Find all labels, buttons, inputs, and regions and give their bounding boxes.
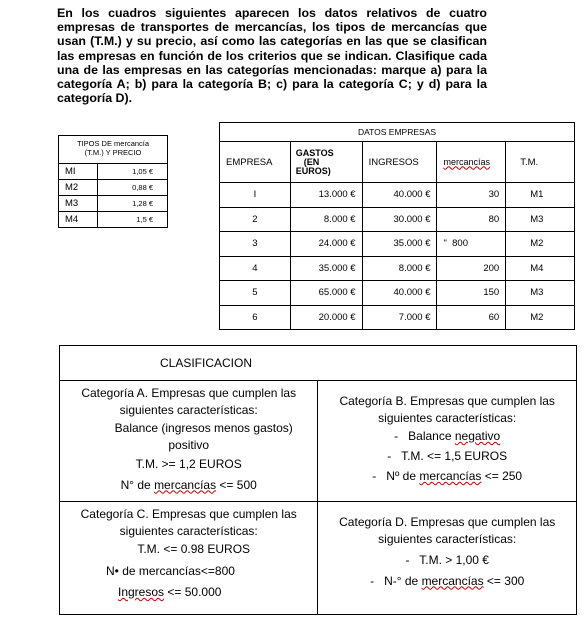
cell-tm: M3: [506, 281, 575, 306]
cell-mercancias: 200: [437, 256, 506, 281]
table-row: [59, 196, 168, 212]
table-row: [59, 180, 168, 196]
category-a-heading: Categoría A. Empresas que cumplen las siguientes características:: [81, 386, 297, 417]
clasificacion-title: CLASIFICACION: [60, 346, 577, 381]
tm-table-header: [59, 136, 168, 164]
col-header-mercancias: [437, 142, 506, 183]
cell-ingresos: 8.000 €: [362, 256, 437, 281]
text-span: <= 50.000: [164, 585, 222, 599]
category-a-line: positivo: [168, 437, 210, 452]
spell-flagged-word: mercancías: [419, 469, 482, 483]
tm-header-line2: (T.M.) Y PRECIO: [84, 148, 142, 157]
cell-mercancias: 150: [437, 281, 506, 306]
cell-empresa: 4: [220, 256, 291, 281]
category-d-line: [318, 573, 576, 590]
clasificacion-table: [59, 345, 577, 615]
text-span: <= 250: [481, 469, 523, 483]
table-row: [220, 256, 575, 281]
text-span: - Nº de: [372, 469, 420, 483]
cell-ingresos: 35.000 €: [362, 232, 437, 257]
spell-flagged-word: mercancías: [154, 477, 217, 492]
category-a-cell: [60, 381, 318, 502]
cell-empresa: 5: [220, 281, 291, 306]
cell-gastos: 20.000 €: [290, 305, 362, 330]
text-span: <= 300: [483, 573, 525, 588]
cell-gastos: 35.000 €: [290, 256, 362, 281]
tm-price: 1,05 €: [98, 164, 168, 180]
category-a-line: [60, 477, 317, 494]
category-d-cell: [318, 502, 577, 615]
cell-gastos: 65.000 €: [290, 281, 362, 306]
category-d-line: - T.M. > 1,00 €: [405, 553, 489, 567]
cell-mercancias: " 800: [437, 232, 506, 257]
cell-gastos: 8.000 €: [290, 207, 362, 232]
category-c-line: T.M. <= 0.98 EUROS: [137, 542, 251, 556]
gastos-line1: GASTOS: [295, 147, 334, 158]
text-span: N° de: [120, 477, 155, 492]
cell-gastos: 13.000 €: [290, 183, 362, 208]
gastos-line2: (EN: [303, 156, 320, 167]
gastos-line3: EUROS): [295, 165, 331, 176]
spell-flagged-word: mercancías: [421, 573, 484, 588]
tm-code: M4: [59, 212, 98, 228]
datos-empresas-table: [219, 122, 575, 330]
tm-price: 1,5 €: [98, 212, 168, 228]
category-c-line: N• de mercancías<=800: [106, 563, 235, 578]
tm-price-table: [58, 135, 168, 228]
category-b-cell: [318, 381, 577, 502]
category-b-line: - T.M. <= 1,5 EUROS: [387, 448, 508, 463]
text-span: - N-° de: [370, 573, 422, 588]
tm-code: M2: [59, 180, 98, 196]
cell-tm: M1: [506, 183, 575, 208]
cell-tm: M2: [506, 232, 575, 257]
col-header-ingresos: INGRESOS: [362, 142, 437, 183]
text-span: <= 500: [216, 477, 257, 492]
tm-code: M3: [59, 196, 98, 212]
category-b-heading: Categoría B. Empresas que cumplen las siguientes características:: [339, 394, 555, 425]
spell-flagged-word: Ingresos: [118, 585, 165, 599]
table-row: [220, 305, 575, 330]
cell-empresa: 2: [220, 207, 291, 232]
cell-mercancias: 30: [437, 183, 506, 208]
tm-price: 0,88 €: [98, 180, 168, 196]
mercancias-label: mercancías: [443, 156, 491, 167]
cell-mercancias: 80: [437, 207, 506, 232]
cell-tm: M2: [506, 305, 575, 330]
col-header-gastos: [290, 142, 362, 183]
tm-price: 1,28 €: [98, 196, 168, 212]
cell-mercancias: 60: [437, 305, 506, 330]
category-c-line: [60, 584, 317, 601]
category-d-heading: Categoría D. Empresas que cumplen las siguientes características:: [339, 515, 556, 546]
cell-tm: M3: [506, 207, 575, 232]
cell-empresa: I: [220, 183, 291, 208]
cell-empresa: 3: [220, 232, 291, 257]
col-header-tm: T.M.: [506, 142, 575, 183]
col-header-empresa: EMPRESA: [220, 142, 291, 183]
table-row: [220, 281, 575, 306]
category-a-line: Balance (ingresos menos gastos): [114, 421, 293, 435]
datos-table-title: DATOS EMPRESAS: [220, 123, 575, 142]
table-row: [220, 183, 575, 208]
cell-ingresos: 40.000 €: [362, 183, 437, 208]
spell-flagged-word: negativo: [454, 429, 501, 443]
table-row: [220, 207, 575, 232]
category-a-line: T.M. >= 1,2 EUROS: [135, 457, 242, 471]
cell-empresa: 6: [220, 305, 291, 330]
tm-header-line1: TIPOS DE mercancía: [76, 139, 150, 148]
table-row: [59, 164, 168, 180]
cell-gastos: 24.000 €: [290, 232, 362, 257]
tm-code: MI: [59, 164, 98, 180]
cell-ingresos: 7.000 €: [362, 305, 437, 330]
category-b-line: [318, 468, 576, 485]
intro-paragraph: En los cuadros siguientes aparecen los datos relativos de cuatro empresas de transportes de mercancías, los tipos de mercancías que usan (T.M.) y su precio, así como las categorías en las que se clasifican las empresas en función de los criterios que se indican. Clasifique cada una de las empresas en las categorías mencionadas: marque a) para la categoría A; b) para la categoría B; c) para la categoría C; y d) para la categoría D).: [57, 6, 487, 106]
category-c-cell: [60, 502, 318, 615]
text-span: - Balance: [394, 429, 455, 443]
cell-tm: M4: [506, 256, 575, 281]
table-row: [220, 232, 575, 257]
category-c-heading: Categoría C. Empresas que cumplen las siguientes características:: [80, 507, 297, 538]
table-row: [59, 212, 168, 228]
category-b-line: [318, 428, 576, 445]
cell-ingresos: 40.000 €: [362, 281, 437, 306]
cell-ingresos: 30.000 €: [362, 207, 437, 232]
